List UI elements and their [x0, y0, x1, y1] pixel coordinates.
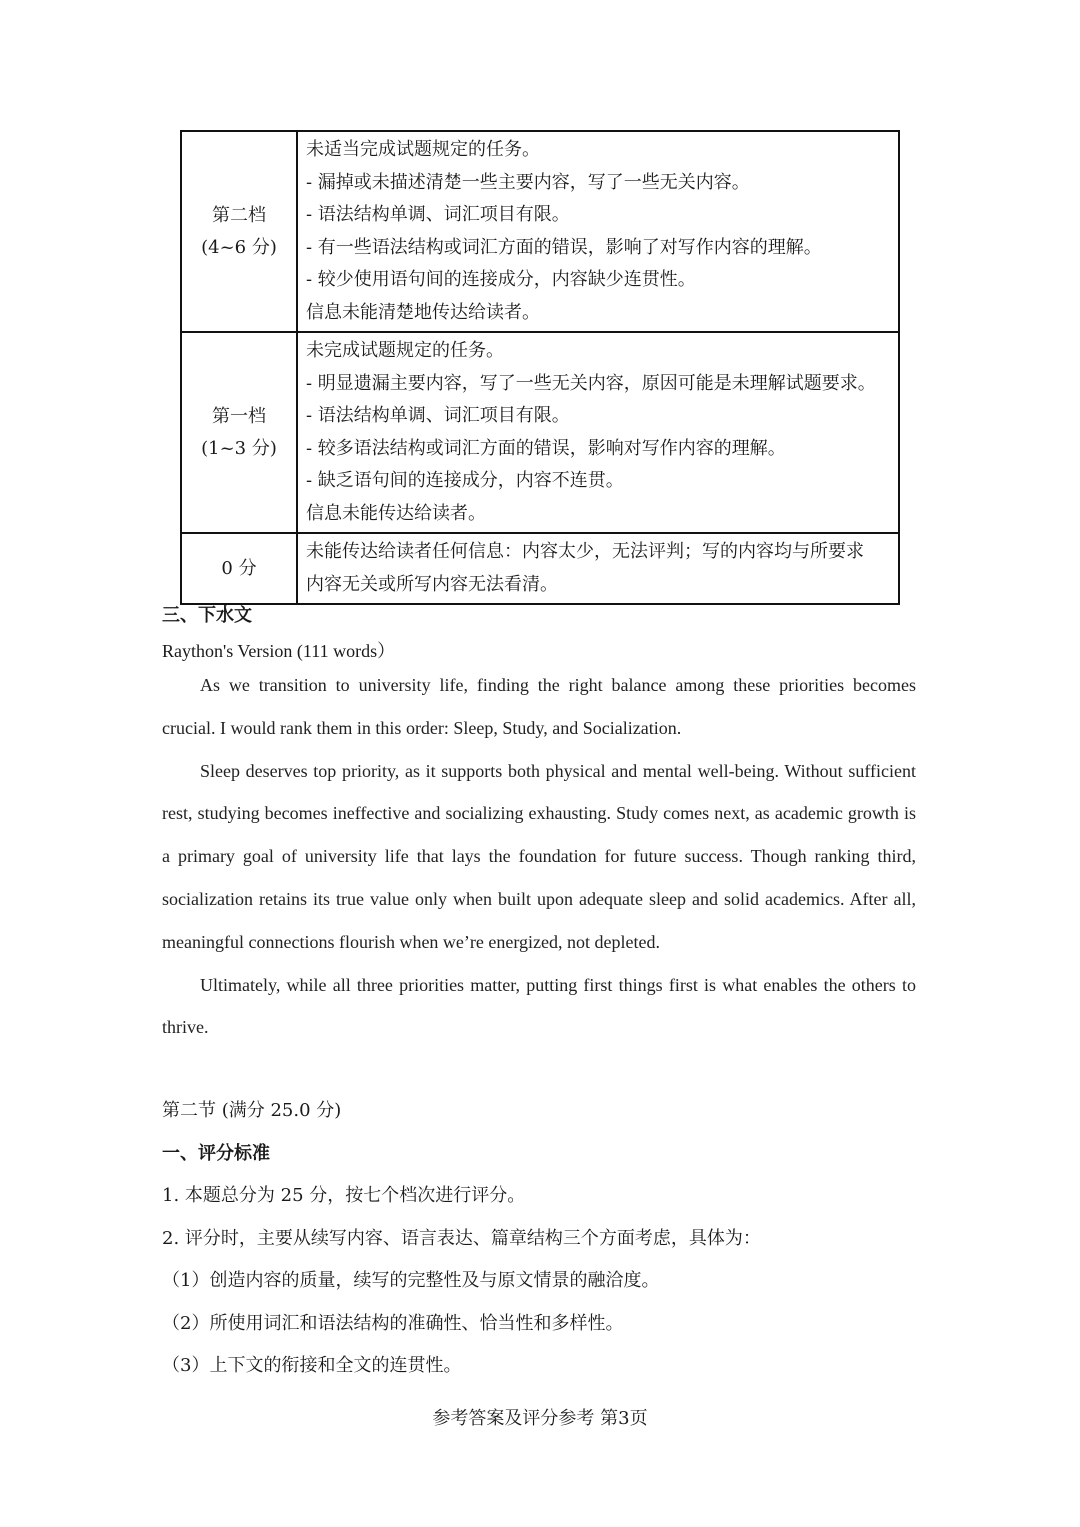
description-line: - 有一些语法结构或词汇方面的错误，影响了对写作内容的理解。 [306, 236, 822, 258]
page-footer: 参考答案及评分参考 第3页 [432, 1408, 648, 1429]
description-line: - 语法结构单调、词汇项目有限。 [306, 405, 570, 426]
criteria-item: （2）所使用词汇和语法结构的准确性、恰当性和多样性。 [162, 1313, 624, 1334]
description-line: - 较少使用语句间的连接成分，内容缺少连贯性。 [306, 269, 696, 290]
section-heading: 一、评分标准 [162, 1143, 270, 1164]
description-line: - 语法结构单调、词汇项目有限。 [306, 204, 570, 225]
description-line: - 缺乏语句间的连接成分，内容不连贯。 [306, 470, 624, 491]
description-line: 内容无关或所写内容无法看清。 [306, 573, 558, 595]
description-line: - 较多语法结构或词汇方面的错误，影响对写作内容的理解。 [306, 437, 786, 459]
essay-version-title: Raython's Version (111 words） [162, 641, 396, 661]
level-cell [181, 131, 297, 332]
essay-paragraph: Sleep deserves top priority, as it supports both physical and mental well-being. Without sufficient rest, studying becomes ineffective and socializing exhausting. Study comes next, as academic growth is a primary goal of university life that lays the foundation for future success. Though ranking third, socialization retains its true value only when built upon adequate sleep and solid academics. After all, meaningful connections flourish when we’re energized, not depleted. [162, 760, 916, 952]
description-cell [297, 131, 899, 332]
level-name: 第二档 [212, 204, 266, 226]
part-title: 第二节 (满分 25.0 分) [162, 1100, 342, 1121]
description-cell [297, 533, 899, 604]
criteria-item: 2. 评分时，主要从续写内容、语言表达、篇章结构三个方面考虑，具体为： [162, 1228, 761, 1249]
section-heading: 三、下水文 [162, 605, 252, 626]
essay-paragraph: Ultimately, while all three priorities matter, putting first things first is what enables the others to thrive. [162, 974, 916, 1038]
level-cell [181, 533, 297, 604]
level-score: (1~3 分) [201, 437, 277, 459]
level-cell [181, 332, 297, 533]
description-line: 未适当完成试题规定的任务。 [306, 139, 540, 160]
table-row [181, 131, 899, 332]
table-row [181, 533, 899, 604]
criteria-item: （1）创造内容的质量，续写的完整性及与原文情景的融洽度。 [162, 1270, 660, 1291]
essay-paragraph: As we transition to university life, finding the right balance among these priorities becomes crucial. I would rank them in this order: Sleep, Study, and Socialization. [162, 675, 916, 738]
table-row [181, 332, 899, 533]
level-name: 第一档 [212, 405, 266, 427]
grading-table [180, 130, 900, 605]
description-cell [297, 332, 899, 533]
description-line: 信息未能清楚地传达给读者。 [306, 301, 540, 323]
model-essay [162, 664, 916, 1049]
criteria-item: 1. 本题总分为 25 分，按七个档次进行评分。 [162, 1185, 526, 1206]
criteria-item: （3）上下文的衔接和全文的连贯性。 [162, 1355, 462, 1376]
description-line: 未能传达给读者任何信息：内容太少，无法评判；写的内容均与所要求 [306, 541, 864, 562]
level-score: (4~6 分) [201, 236, 277, 258]
description-line: - 明显遗漏主要内容，写了一些无关内容，原因可能是未理解试题要求。 [306, 372, 876, 394]
description-line: 信息未能传达给读者。 [306, 502, 486, 524]
level-name: 0 分 [221, 557, 257, 579]
description-line: - 漏掉或未描述清楚一些主要内容，写了一些无关内容。 [306, 171, 750, 193]
description-line: 未完成试题规定的任务。 [306, 340, 504, 361]
